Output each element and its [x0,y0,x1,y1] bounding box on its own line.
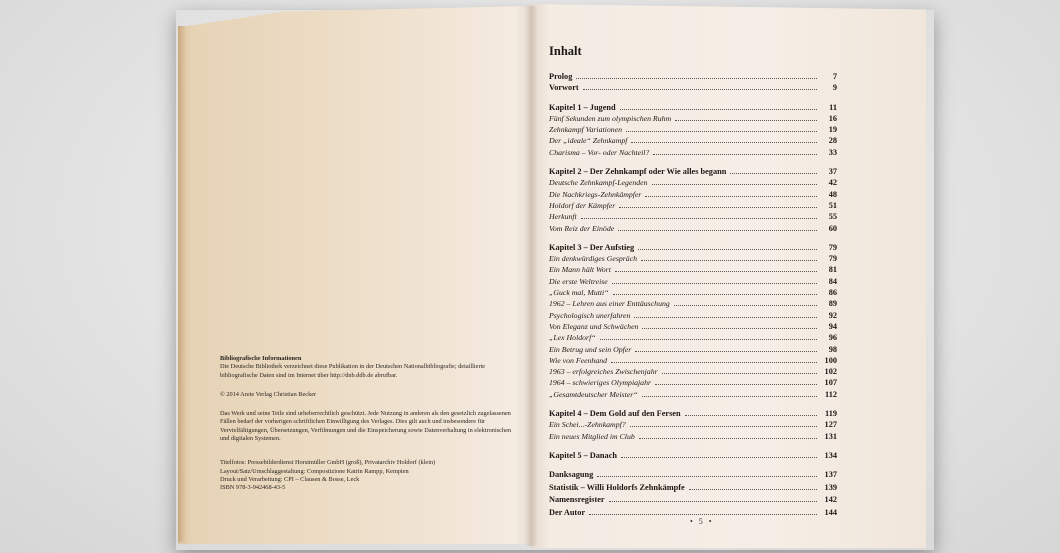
toc-entry [549,377,837,388]
dot-leader [583,88,817,90]
dot-leader [635,350,817,352]
toc-entry [549,366,837,377]
toc-entry-page: 28 [828,136,837,146]
toc-group [549,71,837,94]
imprint-block [220,355,520,493]
toc-entry-title: Die erste Weltreise [549,276,608,286]
toc-entry [549,344,837,355]
dot-leader [589,513,817,515]
dot-leader [621,456,817,458]
toc-entry-title: Ein neues Mitglied im Club [549,431,635,441]
dot-leader [642,395,817,397]
toc-group [549,242,837,400]
dot-leader [662,372,817,374]
toc-entry-title: Danksagung [549,470,594,480]
toc-entry-title: 1963 – erfolgreiches Zwischenjahr [549,367,658,377]
toc-entry-title: Kapitel 4 – Dem Gold auf den Fersen [549,409,681,419]
toc-entry-title: Wie von Feenhand [549,355,608,365]
toc-entry-page: 60 [828,223,837,233]
toc-entry [549,389,837,400]
book-gutter [524,6,538,546]
toc-entry-title: Herkunft [549,212,577,222]
toc-entry-page: 84 [828,276,837,286]
toc-entry [549,494,837,507]
toc-entry-title: Statistik – Willi Holdorfs Zehnkämpfe [549,482,685,492]
toc-entry [549,189,837,200]
toc-entry-page: 119 [825,409,837,419]
toc-entry [549,355,837,366]
dot-leader [611,361,817,363]
toc-entry [549,200,837,211]
toc-entry-title: Prolog [549,72,573,81]
toc-entry-page: 89 [828,299,837,309]
toc-entry-page: 79 [828,254,837,264]
toc-entry-title: „Guck mal, Mutti“ [549,288,609,298]
dot-leader [655,383,817,385]
toc-entry-page: 48 [828,189,837,199]
dot-leader [638,248,817,250]
toc-entry-page: 112 [825,389,837,399]
dot-leader [685,414,817,416]
toc-entry-title: Namensregister [549,495,605,505]
dot-leader [620,108,817,110]
toc-entry-page: 33 [828,147,837,157]
toc-entry-title: Ein Schei...-Zehnkampf? [549,420,626,430]
toc-entry-page: 86 [828,288,837,298]
toc-entry-page: 51 [828,200,837,210]
toc-entry-page: 19 [828,125,837,135]
toc-entry-title: Ein Mann hält Wort [549,265,611,275]
toc-entry [549,482,837,495]
dot-leader [674,304,817,306]
toc-entry [549,211,837,222]
toc-entry-page: 144 [824,507,837,517]
toc-entry [549,419,837,430]
toc-entry [549,147,837,158]
toc-entry-page: 142 [824,495,837,505]
toc-group [549,450,837,461]
toc-entry-title: Der „ideale“ Zehnkampf [549,136,628,146]
dot-leader [639,437,817,439]
toc-entry [549,82,837,93]
toc-entry-page: 100 [824,355,837,365]
toc-entry [549,310,837,321]
toc-entry-page: 94 [828,321,837,331]
toc-entry [549,71,837,82]
dot-leader [609,500,817,502]
toc-entry-title: Kapitel 2 – Der Zehnkampf oder Wie alles begann [549,167,727,177]
toc-entry-title: Vorwort [549,83,579,93]
toc-entry [549,253,837,264]
toc-entry [549,223,837,234]
toc-entry [549,166,837,177]
toc-entry-title: 1964 – schwieriges Olympiajahr [549,378,652,388]
toc-entry-page: 81 [828,265,837,275]
toc-entry-title: Kapitel 5 – Danach [549,450,617,460]
toc-entry-title: Ein denkwürdiges Gespräch [549,254,638,264]
toc-entry-page: 107 [824,378,837,388]
toc-entry-page: 55 [828,212,837,222]
dot-leader [642,327,817,329]
toc-entry-title: Psychologisch unerfahren [549,310,631,320]
dot-leader [626,130,817,132]
toc-entry-page: 139 [824,482,837,492]
toc-entry-page: 127 [824,420,837,430]
toc-entry [549,124,837,135]
credit-line: Titelfotos: Pressebilderdienst Horstmüller GmbH (groß), Privatarchiv Holdorf (klein) [220,459,436,467]
toc-entry-page: 131 [824,431,837,441]
dot-leader [653,153,817,155]
credit-line: Layout/Satz/Umschlaggestaltung: Compostizione Katrin Rampp, Kempten [220,467,409,475]
credits [220,459,520,492]
toc-entry-title: Kapitel 1 – Jugend [549,102,616,112]
toc-entry [549,242,837,253]
toc-entry [549,276,837,287]
dot-leader [631,141,817,143]
toc-entry-title: Holdorf der Kämpfer [549,200,616,210]
dot-leader [600,338,817,340]
toc-entry-page: 137 [824,470,837,480]
toc-entry [549,102,837,113]
toc-group [549,408,837,442]
toc-entry-title: Charisma – Vor- oder Nachteil? [549,147,650,157]
toc-entry-page: 42 [828,178,837,188]
bibliographic-text: Die Deutsche Bibliothek verzeichnet diese Publikation in der Deutschen Nationalbibliografie; detaillierte bibliografische Daten sind im Internet über http://dnb.ddb.de abrufbar. [220,363,486,379]
toc-entry-title: 1962 – Lehren aus einer Enttäuschung [549,299,670,309]
credit-line: ISBN 978-3-942468-43-5 [220,484,286,492]
dot-leader [613,293,817,295]
dot-leader [730,172,817,174]
dot-leader [634,316,817,318]
toc-entry [549,113,837,124]
toc-entry-title: Vom Reiz der Einöde [549,223,615,233]
toc-entry-title: Kapitel 3 – Der Aufstieg [549,242,635,252]
toc-entry [549,135,837,146]
toc-entry-title: „Lex Holdorf“ [549,333,596,343]
toc-entry-title: Der Autor [549,507,586,517]
toc-entry-page: 37 [828,167,837,177]
toc-entry-page: 102 [824,367,837,377]
toc-entry-page: 96 [828,333,837,343]
toc-entry-title: Die Nachkriegs-Zehnkämpfer [549,189,642,199]
toc-entry-page: 9 [832,83,837,93]
dot-leader [641,259,817,261]
toc-group [549,102,837,158]
toc-group [549,166,837,234]
page-edges [178,26,186,542]
toc-entry [549,264,837,275]
dot-leader [581,217,817,219]
toc-entry-page: 79 [828,242,837,252]
toc-entry [549,431,837,442]
dot-leader [612,282,817,284]
rights-text: Das Werk und seine Teile sind urheberrechtlich geschützt. Jede Nutzung in anderen als den gesetzlich zugelassenen Fällen bedarf der vorherigen schriftlichen Einwilligung des Verlages. Dies gilt auch und insbesondere für Vervielfältigungen, Übersetzungen, Verfilmungen und die Einspeicherung sowie Datenverhaltung in elektronischen und digitalen Systemen. [220,410,512,443]
toc-entry [549,408,837,419]
toc-entry-page: 16 [828,113,837,123]
bibliographic-heading: Bibliografische Informationen [220,355,302,362]
dot-leader [689,488,817,490]
toc-entry [549,450,837,461]
toc-title: Inhalt [549,44,582,58]
toc-entry [549,177,837,188]
toc-entry [549,332,837,343]
dot-leader [675,119,817,121]
toc-entry [549,298,837,309]
dot-leader [652,183,817,185]
toc-entry [549,287,837,298]
toc-entry-title: Deutsche Zehnkampf-Legenden [549,178,648,188]
dot-leader [597,475,817,477]
credit-line: Druck und Verarbeitung: CPI – Clausen & Bosse, Leck [220,475,360,483]
toc-entry-title: Ein Betrug und sein Opfer [549,344,632,354]
dot-leader [576,77,817,79]
table-of-contents [549,44,837,527]
toc-entry-page: 92 [828,310,837,320]
dot-leader [615,270,817,272]
toc-entry-page: 134 [824,450,837,460]
toc-entry [549,321,837,332]
toc-entry-title: Zehnkampf Variationen [549,125,622,135]
toc-entry-title: Von Eleganz und Schwächen [549,321,639,331]
toc-entry-title: Fünf Sekunden zum olympischen Ruhm [549,113,672,123]
dot-leader [645,195,817,197]
dot-leader [619,206,817,208]
toc-entry-page: 7 [832,72,837,81]
dot-leader [630,425,817,427]
toc-entry [549,469,837,482]
toc-entry-page: 11 [829,102,837,112]
toc-entry-title: „Gesamtdeutscher Meister“ [549,389,638,399]
toc-entry-page: 98 [828,344,837,354]
toc-group [549,469,837,519]
copyright: © 2014 Arete Verlag Christian Becker [220,390,317,398]
page-number: • 5 • [690,517,714,526]
dot-leader [618,229,817,231]
